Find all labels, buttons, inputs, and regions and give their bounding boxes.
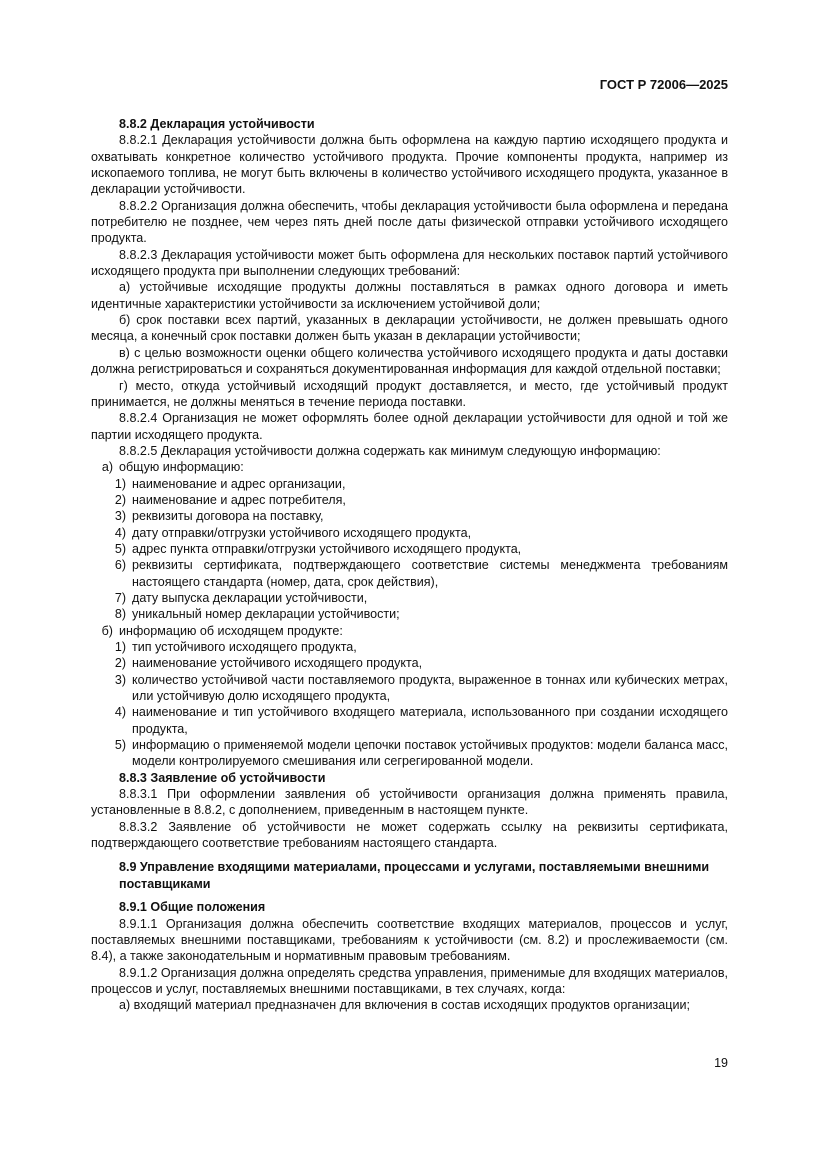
list-text: наименование устойчивого исходящего продукта, (132, 656, 423, 671)
list-item: в) с целью возможности оценки общего количества устойчивого исходящего продукта и даты доставки должна регистрироваться и сохраняться документированная информация для каждой отдельной поставки; (91, 345, 728, 377)
list-item (91, 672, 728, 705)
list-item (91, 639, 728, 655)
list-item: а) входящий материал предназначен для включения в состав исходящих продуктов организации; (119, 998, 690, 1013)
list-marker: 5) (114, 738, 126, 753)
paragraph: 8.8.3.2 Заявление об устойчивости не может содержать ссылку на реквизиты сертификата, подтверждающего соответствие требованиям настоящего стандарта. (91, 819, 728, 851)
list-item: а) устойчивые исходящие продукты должны поставляться в рамках одного договора и иметь идентичные характеристики устойчивости за исключением устойчивой доли; (91, 280, 728, 311)
list-marker: 1) (114, 476, 126, 491)
list-text: тип устойчивого исходящего продукта, (132, 640, 357, 654)
list-item (91, 525, 728, 541)
list-marker: 5) (114, 541, 126, 556)
paragraph: 8.8.2.4 Организация не может оформлять более одной декларации устойчивости для одной и той же партии исходящего продукта. (91, 411, 728, 442)
list-item (91, 655, 728, 671)
list-marker: 8) (114, 607, 126, 622)
list-text: информацию об исходящем продукте: (119, 623, 343, 638)
list-text: общую информацию: (119, 460, 244, 475)
list-marker: 2) (114, 492, 126, 507)
list-text: наименование и адрес организации, (132, 476, 346, 491)
list-item (91, 541, 728, 557)
heading-8-8-3: 8.8.3 Заявление об устойчивости (119, 770, 326, 785)
page-number: 19 (714, 1056, 728, 1070)
list-item (91, 606, 728, 622)
list-item-b (91, 623, 728, 639)
heading-8-8-2: 8.8.2 Декларация устойчивости (119, 117, 315, 131)
list-text: реквизиты сертификата, подтверждающего соответствие системы менеджмента требованиям настоящего стандарта (номер, дата, срок действия), (132, 558, 728, 589)
list-text: дату отправки/отгрузки устойчивого исходящего продукта, (132, 525, 472, 540)
document-code: ГОСТ Р 72006—2025 (599, 77, 728, 92)
list-item (91, 737, 728, 770)
paragraph: 8.8.2.2 Организация должна обеспечить, чтобы декларация устойчивости была оформлена и передана потребителю не позднее, чем через пять дней после даты физической отправки устойчивого исходящего продукта. (91, 198, 728, 246)
list-item: б) срок поставки всех партий, указанных в декларации устойчивости, не должен превышать одного месяца, а конечный срок поставки должен быть указан в декларации устойчивости; (91, 313, 728, 344)
list-item (91, 704, 728, 737)
list-text: наименование и адрес потребителя, (132, 492, 346, 507)
paragraph: 8.8.2.5 Декларация устойчивости должна содержать как минимум следующую информацию: (119, 443, 661, 458)
list-marker: б) (101, 623, 113, 638)
list-text: количество устойчивой части поставляемого продукта, выраженное в тоннах или кубических метрах, или устойчивую долю исходящего продукта, (132, 672, 728, 704)
list-item (91, 557, 728, 590)
paragraph: 8.9.1.1 Организация должна обеспечить соответствие входящих материалов, процессов и услуг, поставляемых внешними поставщиками, требованиям к устойчивости (см. 8.2) и прослеживаемости (см. 8.4), а также законодательным и нормативным правовым требованиям. (91, 916, 728, 964)
list-marker: 4) (114, 525, 126, 540)
list-text: наименование и тип устойчивого входящего материала, использованного при создании исходящего продукта, (132, 705, 728, 736)
list-marker: 3) (114, 509, 126, 524)
paragraph: 8.8.2.3 Декларация устойчивости может быть оформлена для нескольких поставок партий устойчивого исходящего продукта при выполнении следующих требований: (91, 247, 728, 279)
list-text: уникальный номер декларации устойчивости; (132, 607, 400, 622)
list-item (91, 476, 728, 492)
list-marker: а) (101, 460, 113, 475)
paragraph: 8.8.2.1 Декларация устойчивости должна быть оформлена на каждую партию исходящего продукта и охватывать конкретное количество устойчивого продукта. Прочие компоненты продукта, например из ископаемого топлива, не могут быть включены в количество устойчивого исходящего продукта, указанное в декларации устойчивости. (91, 133, 728, 197)
list-text: адрес пункта отправки/отгрузки устойчивого исходящего продукта, (132, 541, 522, 556)
list-marker: 3) (114, 672, 126, 687)
list-text: дату выпуска декларации устойчивости, (132, 590, 368, 605)
list-marker: 4) (114, 705, 126, 720)
list-marker: 6) (114, 558, 126, 573)
document-body (91, 116, 728, 1014)
heading-8-9-1: 8.9.1 Общие положения (119, 900, 266, 915)
list-item (91, 492, 728, 508)
list-marker: 7) (114, 590, 126, 605)
paragraph: 8.8.3.1 При оформлении заявления об устойчивости организация должна применять правила, установленные в 8.8.2, с дополнением, приведенным в настоящем пункте. (91, 787, 728, 818)
list-text: реквизиты договора на поставку, (132, 509, 324, 524)
list-item-a (91, 459, 728, 475)
list-marker: 1) (114, 640, 126, 654)
list-item (91, 590, 728, 606)
paragraph: 8.9.1.2 Организация должна определять средства управления, применимые для входящих материалов, процессов и услуг, поставляемых внешними поставщиками, в тех случаях, когда: (91, 965, 728, 996)
list-item: г) место, откуда устойчивый исходящий продукт доставляется, и место, где устойчивый продукт принимается, не должны меняться в течение периода поставки. (91, 378, 728, 409)
list-text: информацию о применяемой модели цепочки поставок устойчивых продуктов: модели баланса масс, модели контролируемого смешивания или сегрегированной модели. (132, 738, 728, 769)
section-heading-8-9: 8.9 Управление входящими материалами, процессами и услугами, поставляемыми внешними поставщиками (119, 860, 710, 891)
list-item (91, 508, 728, 524)
list-marker: 2) (114, 656, 126, 671)
